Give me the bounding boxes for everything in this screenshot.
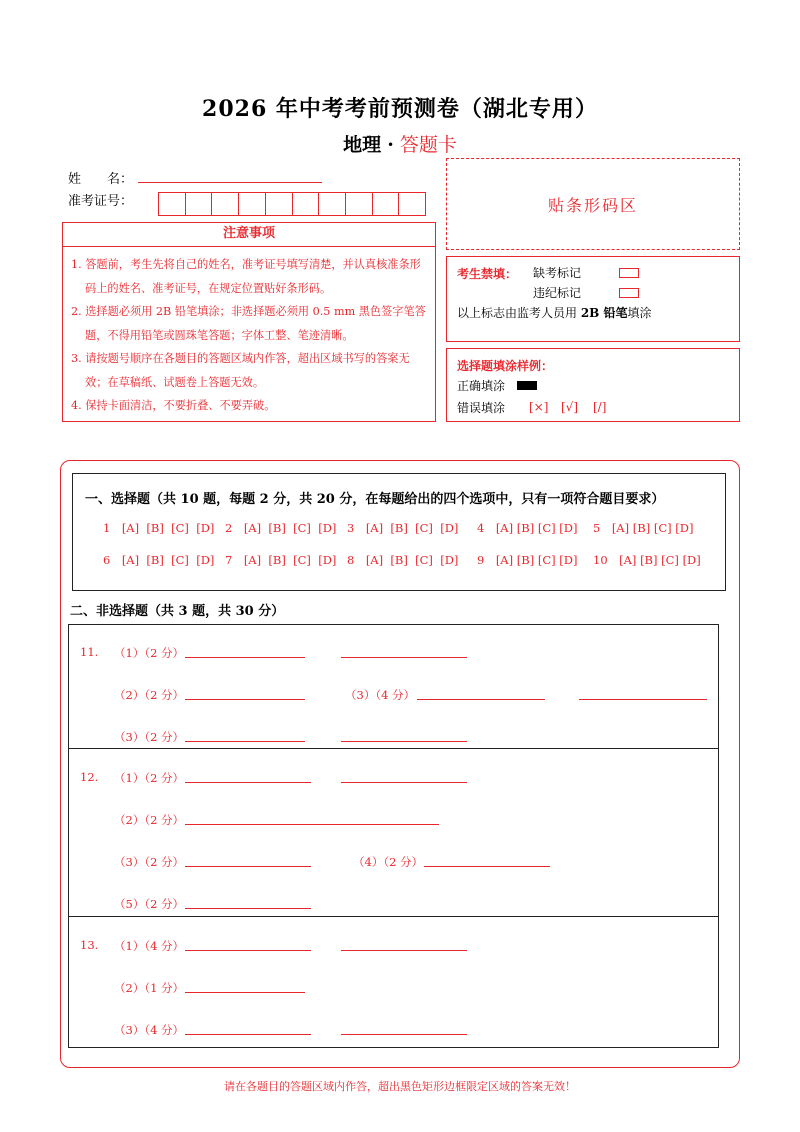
- id-digit-box[interactable]: [293, 193, 320, 215]
- q13-part1-blank-a[interactable]: [185, 939, 311, 951]
- id-digit-box[interactable]: [346, 193, 373, 215]
- footer-warning: 请在各题目的答题区域内作答，超出黑色矩形边框限定区域的答案无效！: [224, 1080, 576, 1093]
- id-digit-box[interactable]: [239, 193, 266, 215]
- id-digit-box[interactable]: [319, 193, 346, 215]
- q12-part2-blank[interactable]: [185, 813, 439, 825]
- notice-heading: 注意事项: [63, 223, 435, 247]
- ban-note-pre: 以上标志由监考人员用: [457, 306, 581, 320]
- mcq-q7[interactable]: 7 [A] [B] [C] [D]: [225, 553, 337, 567]
- notice-item: 3. 请按题号顺序在各题目的答题区域内作答，超出区域书写的答案无效；在草稿纸、试题卷上答题无效。: [71, 352, 410, 389]
- notice-item: 2. 选择题必须用 2B 铅笔填涂；非选择题必须用 0.5 mm 黑色签字笔答题，不得用铅笔或圆珠笔答题；字体工整、笔迹清晰。: [71, 305, 426, 342]
- id-digit-box[interactable]: [399, 193, 425, 215]
- q11-part3b-label: （3）（2 分）: [114, 730, 185, 744]
- mcq-q9[interactable]: 9 [A] [B] [C] [D]: [477, 553, 578, 567]
- question-11-area: [69, 625, 718, 749]
- q11-part3b-blank-b[interactable]: [341, 730, 467, 742]
- nonmcq-title: 二、非选择题（共 3 题，共 30 分）: [70, 604, 285, 619]
- id-number-boxes[interactable]: [158, 192, 426, 216]
- ban-note-post: 填涂: [627, 306, 652, 320]
- question-13-area: [69, 917, 718, 1047]
- mcq-title: 一、选择题（共 10 题，每题 2 分，共 20 分，在每题给出的四个选项中，只有一项符合题目要求）: [85, 492, 665, 507]
- question-12-area: [69, 749, 718, 917]
- q12-number: 12.: [80, 770, 99, 784]
- q12-part3-label: （3）（2 分）: [114, 855, 185, 869]
- q11-part1-blank-b[interactable]: [341, 646, 467, 658]
- q13-part1-blank-b[interactable]: [341, 939, 467, 951]
- barcode-label: 贴条形码区: [547, 195, 638, 215]
- id-digit-box[interactable]: [373, 193, 400, 215]
- id-label: 准考证号：: [68, 194, 134, 209]
- barcode-area: [446, 158, 740, 250]
- wrong-mark-x: [×]: [529, 400, 549, 414]
- mcq-q6[interactable]: 6 [A] [B] [C] [D]: [103, 553, 215, 567]
- q13-part2-label: （2）（1 分）: [114, 981, 185, 995]
- correct-fill-sample: [517, 381, 537, 390]
- nonmcq-section: [68, 624, 719, 1048]
- ban-label: 考生禁填：: [457, 267, 518, 281]
- q12-part1-blank-b[interactable]: [341, 771, 467, 783]
- subject-name: 地理: [343, 134, 382, 156]
- q12-part1-label: （1）（2 分）: [114, 771, 185, 785]
- id-digit-box[interactable]: [186, 193, 213, 215]
- violation-label: 违纪标记: [533, 286, 582, 300]
- q11-part2-label: （2）（2 分）: [114, 688, 185, 702]
- id-digit-box[interactable]: [212, 193, 239, 215]
- examinee-do-not-fill-box: [446, 256, 740, 342]
- absent-mark-box[interactable]: [619, 268, 639, 278]
- answer-card-label: 答题卡: [399, 134, 457, 156]
- page-title: 2026 年中考考前预测卷（湖北专用）: [202, 96, 598, 122]
- subtitle: [0, 130, 800, 157]
- ban-note-bold: 2B 铅笔: [580, 306, 628, 320]
- q11-part1-label: （1）（2 分）: [114, 646, 185, 660]
- q13-part3-blank-a[interactable]: [185, 1023, 311, 1035]
- ban-note: [457, 304, 652, 321]
- absent-label: 缺考标记: [533, 266, 582, 280]
- q12-part5-blank[interactable]: [185, 897, 311, 909]
- notice-item: 1. 答题前，考生先将自己的姓名，准考证号填写清楚，并认真核准条形码上的姓名、准考证号，在规定位置贴好条形码。: [71, 258, 421, 295]
- q12-part4-blank[interactable]: [424, 855, 550, 867]
- q11-part1-blank-a[interactable]: [185, 646, 305, 658]
- mcq-q1[interactable]: 1 [A] [B] [C] [D]: [103, 521, 215, 535]
- violation-mark-box[interactable]: [619, 288, 639, 298]
- q13-part3-label: （3）（4 分）: [114, 1023, 185, 1037]
- notice-box: [62, 222, 436, 422]
- q13-part3-blank-b[interactable]: [341, 1023, 467, 1035]
- notice-list: [63, 247, 435, 418]
- q11-part3a-blank-b[interactable]: [579, 688, 707, 700]
- mcq-q2[interactable]: 2 [A] [B] [C] [D]: [225, 521, 337, 535]
- q11-number: 11.: [80, 645, 99, 659]
- q13-part2-blank[interactable]: [185, 981, 305, 993]
- name-field[interactable]: [138, 169, 322, 183]
- separator-dot: ·: [387, 134, 394, 156]
- correct-fill-label: 正确填涂: [457, 379, 506, 393]
- notice-item: 4. 保持卡面清洁，不要折叠、不要弄破。: [71, 399, 276, 412]
- q11-part3a-label: （3）（4 分）: [345, 688, 416, 702]
- wrong-mark-slash: [/]: [593, 400, 607, 414]
- q11-part3b-blank-a[interactable]: [185, 730, 305, 742]
- q11-part3a-blank-a[interactable]: [417, 688, 545, 700]
- q13-number: 13.: [80, 938, 99, 952]
- sample-label: 选择题填涂样例：: [457, 359, 554, 373]
- mcq-q5[interactable]: 5 [A] [B] [C] [D]: [593, 521, 694, 535]
- mcq-q10[interactable]: 10 [A] [B] [C] [D]: [593, 553, 701, 567]
- q13-part1-label: （1）（4 分）: [114, 939, 185, 953]
- q12-part4-label: （4）（2 分）: [353, 855, 424, 869]
- mcq-q4[interactable]: 4 [A] [B] [C] [D]: [477, 521, 578, 535]
- mcq-q8[interactable]: 8 [A] [B] [C] [D]: [347, 553, 459, 567]
- mcq-q3[interactable]: 3 [A] [B] [C] [D]: [347, 521, 459, 535]
- wrong-mark-check: [√]: [561, 400, 579, 414]
- fill-sample-box: [446, 348, 740, 422]
- q11-part2-blank[interactable]: [185, 688, 305, 700]
- name-label: 姓 名：: [68, 172, 134, 187]
- mcq-section: [72, 473, 726, 591]
- q12-part5-label: （5）（2 分）: [114, 897, 185, 911]
- id-digit-box[interactable]: [159, 193, 186, 215]
- q12-part1-blank-a[interactable]: [185, 771, 311, 783]
- q12-part3-blank[interactable]: [185, 855, 311, 867]
- id-digit-box[interactable]: [266, 193, 293, 215]
- q12-part2-label: （2）（2 分）: [114, 813, 185, 827]
- wrong-fill-label: 错误填涂: [457, 401, 506, 415]
